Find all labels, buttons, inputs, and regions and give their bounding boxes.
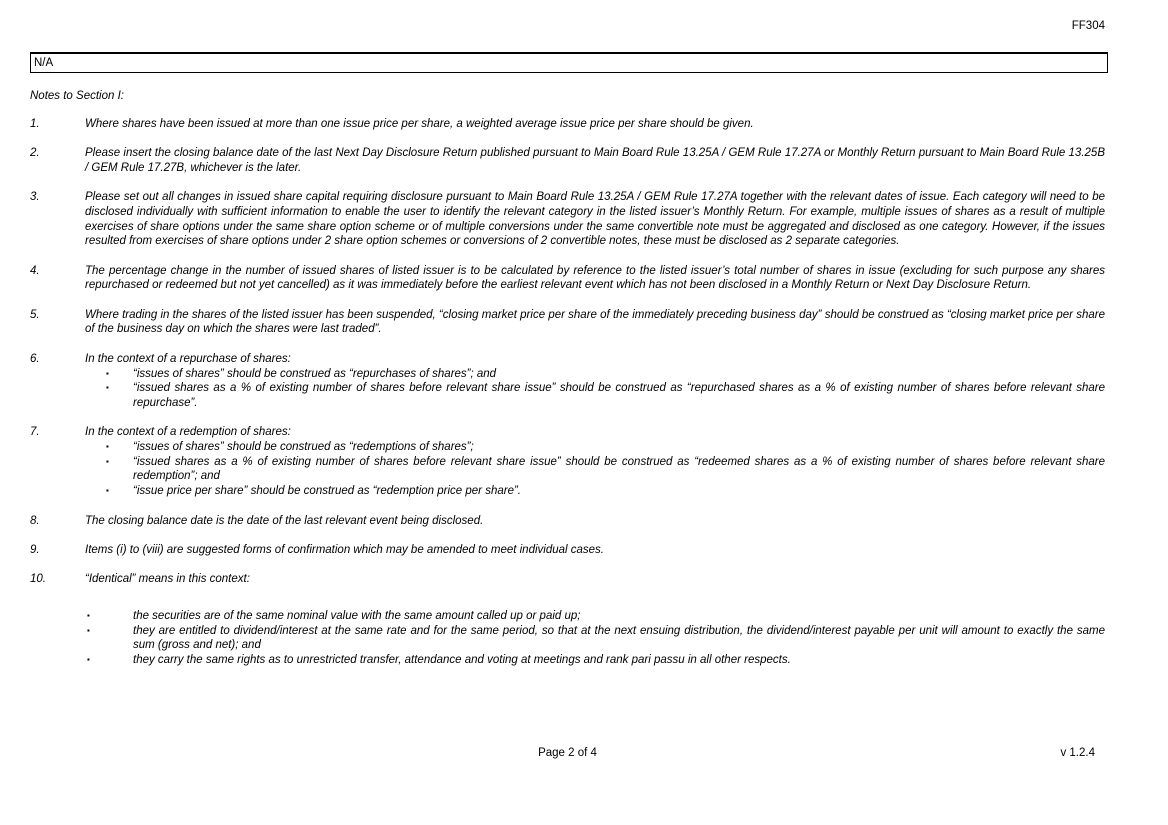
note-number: 9. — [30, 543, 40, 556]
note-row — [30, 308, 1105, 337]
note-text: “Identical” means in this context: — [85, 573, 250, 586]
note-body — [85, 514, 1105, 529]
bullet-square-icon: ▪ — [106, 442, 109, 452]
note-body — [85, 117, 1105, 132]
page-number-label: Page 2 of 4 — [538, 747, 597, 759]
note-body — [85, 352, 1105, 411]
note-number: 8. — [30, 514, 40, 527]
bullet-square-icon: ▪ — [87, 655, 90, 665]
note-body — [85, 543, 1105, 558]
note-row — [30, 117, 1105, 132]
na-input[interactable] — [30, 52, 1108, 73]
note-bullets — [85, 367, 1105, 411]
note-number: 1. — [30, 117, 40, 130]
notes-list — [30, 117, 1105, 668]
na-input-value: N/A — [34, 57, 54, 69]
note-row — [30, 543, 1105, 558]
bullet-item — [85, 440, 1105, 455]
note-text: Where shares have been issued at more than one issue price per share, a weighted average issue price per share should be given. — [85, 117, 754, 130]
note-text: Where trading in the shares of the listed issuer has been suspended, “closing market price per share of the immediately preceding business day” should be construed as “closing market price per share of the business day on which the shares were last traded”. — [85, 308, 1105, 336]
note-number: 4. — [30, 264, 40, 277]
bullet-text: “issues of shares” should be construed as “redemptions of shares”; — [133, 441, 474, 454]
note-text: In the context of a redemption of shares: — [85, 426, 291, 439]
bullet-text: “issued shares as a % of existing number of shares before relevant share issue” should be construed as “redeemed shares as a % of existing number of shares before relevant share redemption”; and — [133, 455, 1105, 483]
note-row — [30, 264, 1105, 293]
note-text: The percentage change in the number of issued shares of listed issuer is to be calculated by reference to the listed issuer’s total number of shares in issue (excluding for such purpose any shares repurchased or redeemed but not yet cancelled) as it was immediately before the earliest relevant event which has not been disclosed in a Monthly Return or Next Day Disclosure Return. — [85, 264, 1105, 292]
bullet-item — [85, 609, 1105, 624]
bullet-square-icon: ▪ — [106, 383, 109, 393]
note-bullets — [85, 609, 1105, 668]
bullet-text: “issues of shares” should be construed as “repurchases of shares”; and — [133, 367, 497, 380]
bullet-text: they are entitled to dividend/interest at the same rate and for the same period, so that at the next ensuing distribution, the dividend/interest payable per unit will amount to exactly the same sum (gross and net); and — [133, 624, 1105, 652]
notes-section — [30, 89, 1105, 683]
bullet-item — [85, 484, 1105, 499]
note-number: 3. — [30, 191, 40, 204]
note-body — [85, 425, 1105, 499]
note-number: 6. — [30, 352, 40, 365]
note-body — [85, 572, 1105, 668]
bullet-square-icon: ▪ — [106, 486, 109, 496]
bullet-text: the securities are of the same nominal value with the same amount called up or paid up; — [133, 610, 581, 623]
bullet-item — [85, 455, 1105, 484]
bullet-text: “issue price per share” should be construed as “redemption price per share”. — [133, 485, 521, 498]
notes-section-title: Notes to Section I: — [30, 90, 124, 102]
note-text: In the context of a repurchase of shares: — [85, 352, 291, 365]
note-body — [85, 190, 1105, 249]
bullet-item — [85, 381, 1105, 410]
bullet-square-icon: ▪ — [106, 368, 109, 378]
note-body — [85, 308, 1105, 337]
version-label: v 1.2.4 — [1060, 747, 1095, 759]
bullet-item — [85, 624, 1105, 653]
bullet-text: they carry the same rights as to unrestricted transfer, attendance and voting at meetings and rank pari passu in all other respects. — [133, 654, 791, 667]
note-row — [30, 425, 1105, 499]
note-text: Please set out all changes in issued share capital requiring disclosure pursuant to Main Board Rule 13.25A / GEM Rule 17.27A together with the relevant dates of issue. Each category will need to be disclosed individually with sufficient information to enable the user to identify the relevant category in the listed issuer’s Monthly Return. For example, multiple issues of shares as a result of multiple exercises of share options under the same share option scheme or of multiple conversions under the same convertible note must be aggregated and disclosed as one category. However, if the issues resulted from exercises of share options under 2 share option schemes or conversions of 2 convertible notes, these must be disclosed as 2 separate categories. — [85, 191, 1105, 248]
note-text: Please insert the closing balance date of the last Next Day Disclosure Return published pursuant to Main Board Rule 13.25A / GEM Rule 17.27A or Monthly Return pursuant to Main Board Rule 13.25B / GEM Rule 17.27B, whichever is the later. — [85, 147, 1105, 174]
note-row — [30, 514, 1105, 529]
bullet-square-icon: ▪ — [106, 456, 109, 466]
note-number: 7. — [30, 426, 40, 439]
note-number: 5. — [30, 308, 40, 321]
bullet-text: “issued shares as a % of existing number of shares before relevant share issue” should be construed as “repurchased shares as a % of existing number of shares before relevant share repurchase”. — [133, 382, 1105, 409]
note-row — [30, 146, 1105, 175]
note-text: Items (i) to (viii) are suggested forms of confirmation which may be amended to meet individual cases. — [85, 543, 604, 556]
note-body — [85, 146, 1105, 175]
bullet-item — [85, 367, 1105, 382]
bullet-square-icon: ▪ — [87, 611, 90, 621]
note-number: 10. — [30, 573, 46, 586]
note-number: 2. — [30, 147, 40, 160]
note-text: The closing balance date is the date of the last relevant event being disclosed. — [85, 514, 484, 527]
note-body — [85, 264, 1105, 293]
bullet-item — [85, 653, 1105, 668]
bullet-square-icon: ▪ — [87, 625, 90, 635]
note-row — [30, 352, 1105, 411]
note-row — [30, 572, 1105, 668]
form-code-label: FF304 — [1071, 20, 1105, 32]
note-row — [30, 190, 1105, 249]
note-bullets — [85, 440, 1105, 499]
